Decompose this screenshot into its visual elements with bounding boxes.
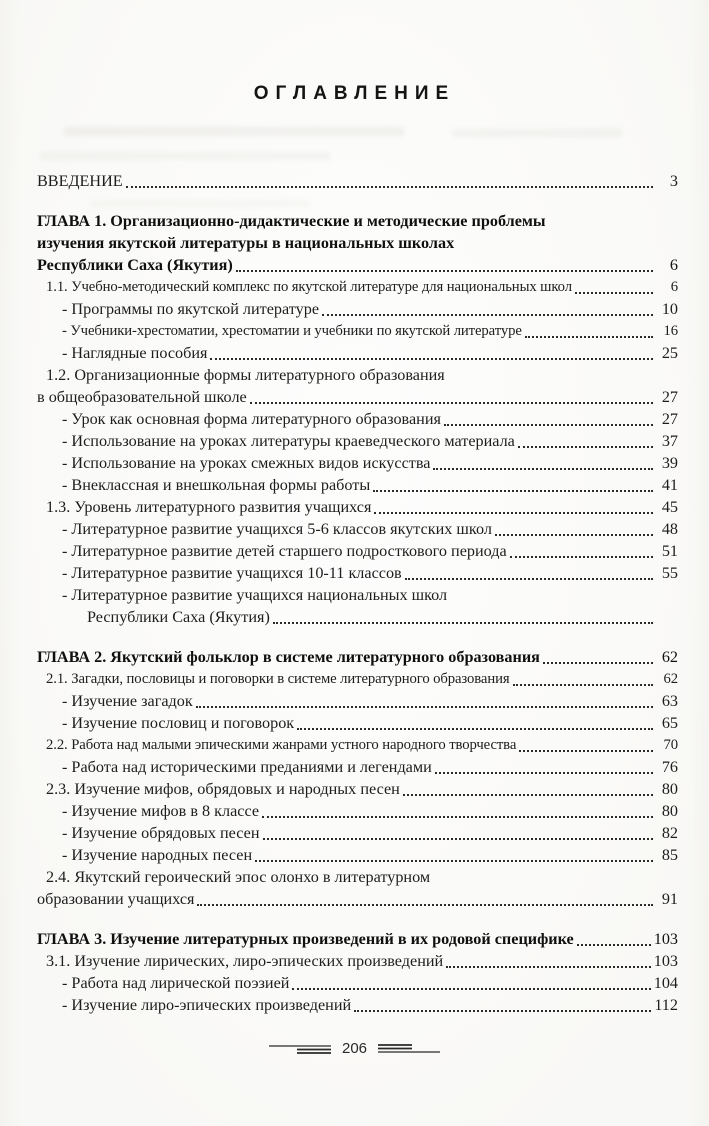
dotted-leader xyxy=(292,987,650,990)
toc-entry-page: 6 xyxy=(669,256,678,274)
toc-entry xyxy=(37,320,678,342)
toc-entry-label: ГЛАВА 2. Якутский фольклор в системе литературного образования xyxy=(37,648,540,666)
toc-entry-label: - Изучение лиро-эпических произведений xyxy=(62,996,352,1014)
toc-entry xyxy=(37,254,678,276)
table-of-contents xyxy=(37,170,678,1016)
toc-entry xyxy=(37,452,678,474)
toc-entry-page: 37 xyxy=(661,432,678,450)
toc-entry xyxy=(37,276,678,298)
toc-entry xyxy=(37,994,678,1016)
dotted-leader xyxy=(495,533,653,536)
toc-entry-label: - Использование на уроках смежных видов искусства xyxy=(62,454,431,472)
scan-artifact xyxy=(40,152,330,160)
toc-entry xyxy=(37,584,678,606)
toc-entry-label: 2.2. Работа над малыми эпическими жанрами устного народного творчества xyxy=(46,737,517,753)
toc-entry-page: 62 xyxy=(663,671,678,687)
scan-artifact xyxy=(64,127,404,136)
dotted-leader xyxy=(262,815,653,818)
toc-entry xyxy=(37,712,678,734)
toc-entry xyxy=(37,170,678,192)
toc-entry-page: 70 xyxy=(663,737,678,753)
toc-entry-label: - Работа над историческими преданиями и легендами xyxy=(62,758,432,776)
toc-entry-label: 2.1. Загадки, пословицы и поговорки в системе литературного образования xyxy=(46,671,510,687)
toc-entry-page: 48 xyxy=(661,520,678,538)
toc-entry-page: 51 xyxy=(661,542,678,560)
toc-entry-page: 25 xyxy=(661,344,678,362)
toc-entry xyxy=(37,668,678,690)
toc-entry-page: 63 xyxy=(661,692,678,710)
toc-entry-label: - Работа над лирической поэзией xyxy=(62,974,290,992)
toc-entry-label: - Изучение народных песен xyxy=(62,846,253,864)
toc-entry xyxy=(37,928,678,950)
dotted-leader xyxy=(126,185,653,188)
toc-entry-label: - Изучение пословиц и поговорок xyxy=(62,714,295,732)
dotted-leader xyxy=(297,727,653,730)
dotted-leader xyxy=(435,771,653,774)
toc-entry-page: 76 xyxy=(661,758,678,776)
toc-entry-label: образовании учащихся xyxy=(37,890,195,908)
toc-entry-label: 1.2. Организационные формы литературного образования xyxy=(46,366,445,384)
toc-entry-label: - Литературное развитие учащихся 5-6 классов якутских школ xyxy=(62,520,492,538)
toc-entry-page: 27 xyxy=(661,410,678,428)
toc-entry-label: - Изучение мифов в 8 классе xyxy=(62,802,260,820)
toc-entry xyxy=(37,364,678,386)
dotted-leader xyxy=(543,661,653,664)
toc-entry xyxy=(37,298,678,320)
toc-entry-label: - Использование на уроках литературы краеведческого материала xyxy=(62,432,515,450)
toc-entry-page: 91 xyxy=(661,890,678,908)
toc-entry-label: 2.4. Якутский героический эпос олонхо в литературном xyxy=(46,868,431,886)
dotted-leader xyxy=(513,683,653,686)
toc-entry xyxy=(37,606,678,628)
toc-entry-page: 104 xyxy=(653,974,678,992)
toc-entry xyxy=(37,756,678,778)
toc-entry-page: 6 xyxy=(670,279,678,295)
dotted-leader xyxy=(354,1009,651,1012)
toc-entry xyxy=(37,518,678,540)
dotted-leader xyxy=(273,621,653,624)
toc-entry-page: 82 xyxy=(661,824,678,842)
toc-entry xyxy=(37,822,678,844)
toc-entry-page: 112 xyxy=(654,996,678,1014)
dotted-leader xyxy=(196,705,653,708)
toc-entry-page: 10 xyxy=(661,300,678,318)
toc-entry-label: 1.1. Учебно-методический комплекс по якутской литературе для национальных школ xyxy=(46,279,572,295)
toc-entry-page: 41 xyxy=(661,476,678,494)
toc-entry-label: изучения якутской литературы в национальных школах xyxy=(37,234,455,252)
toc-entry-page: 16 xyxy=(663,323,678,339)
dotted-leader xyxy=(446,965,651,968)
toc-entry xyxy=(37,866,678,888)
toc-entry xyxy=(37,778,678,800)
toc-entry-label: - Урок как основная форма литературного образования xyxy=(62,410,441,428)
toc-entry-label: - Программы по якутской литературе xyxy=(62,300,320,318)
toc-entry xyxy=(37,690,678,712)
toc-entry-label: в общеобразовательной школе xyxy=(37,388,247,406)
scan-artifact xyxy=(452,129,622,137)
toc-entry-label: - Изучение обрядовых песен xyxy=(62,824,260,842)
toc-entry-label: ГЛАВА 1. Организационно-дидактические и методические проблемы xyxy=(37,212,546,230)
toc-entry xyxy=(37,734,678,756)
footer-ornament-right-icon xyxy=(376,1041,440,1057)
toc-entry-label: Республики Саха (Якутия) xyxy=(87,608,270,626)
toc-entry-page: 27 xyxy=(661,388,678,406)
dotted-leader xyxy=(374,511,653,514)
page-title: ОГЛАВЛЕНИЕ xyxy=(253,83,456,104)
toc-entry-label: - Литературное развитие учащихся национальных школ xyxy=(62,586,448,604)
toc-entry-page: 55 xyxy=(661,564,678,582)
toc-entry xyxy=(37,232,678,254)
footer-ornament-left-icon xyxy=(269,1041,333,1057)
dotted-leader xyxy=(236,269,653,272)
toc-entry xyxy=(37,430,678,452)
toc-entry-page: 62 xyxy=(661,648,678,666)
page-footer xyxy=(0,1040,709,1057)
toc-entry xyxy=(37,210,678,232)
dotted-leader xyxy=(322,313,653,316)
dotted-leader xyxy=(373,489,653,492)
dotted-leader xyxy=(197,903,653,906)
toc-entry xyxy=(37,342,678,364)
toc-entry xyxy=(37,800,678,822)
dotted-leader xyxy=(525,335,653,338)
toc-entry-label: 2.3. Изучение мифов, обрядовых и народных песен xyxy=(46,780,400,798)
toc-entry xyxy=(37,646,678,668)
dotted-leader xyxy=(250,401,653,404)
dotted-leader xyxy=(433,467,653,470)
toc-entry-page: 80 xyxy=(661,802,678,820)
dotted-leader xyxy=(519,749,653,752)
toc-entry-page: 45 xyxy=(661,498,678,516)
toc-entry xyxy=(37,972,678,994)
dotted-leader xyxy=(263,837,654,840)
toc-entry-page: 103 xyxy=(653,952,678,970)
toc-entry xyxy=(37,540,678,562)
toc-entry xyxy=(37,386,678,408)
toc-entry-label: ВВЕДЕНИЕ xyxy=(37,172,123,190)
toc-entry-page: 85 xyxy=(661,846,678,864)
toc-entry xyxy=(37,844,678,866)
toc-entry xyxy=(37,888,678,910)
toc-entry-label: - Учебники-хрестоматии, хрестоматии и учебники по якутской литературе xyxy=(62,323,522,339)
footer-page-number: 206 xyxy=(341,1040,368,1057)
toc-entry-page: 39 xyxy=(661,454,678,472)
toc-entry-label: - Внеклассная и внешкольная формы работы xyxy=(62,476,371,494)
toc-entry xyxy=(37,950,678,972)
toc-entry xyxy=(37,408,678,430)
toc-entry-page: 80 xyxy=(661,780,678,798)
dotted-leader xyxy=(575,291,653,294)
dotted-leader xyxy=(255,859,653,862)
dotted-leader xyxy=(577,943,651,946)
toc-entry xyxy=(37,496,678,518)
dotted-leader xyxy=(444,423,653,426)
dotted-leader xyxy=(405,577,653,580)
dotted-leader xyxy=(518,445,653,448)
toc-entry-label: - Изучение загадок xyxy=(62,692,193,710)
toc-entry-label: 3.1. Изучение лирических, лиро-эпических произведений xyxy=(46,952,444,970)
toc-entry-label: - Литературное развитие детей старшего подросткового периода xyxy=(62,542,507,560)
dotted-leader xyxy=(210,357,653,360)
toc-entry-label: - Наглядные пособия xyxy=(62,344,208,362)
toc-entry xyxy=(37,474,678,496)
toc-entry-page: 65 xyxy=(661,714,678,732)
dotted-leader xyxy=(403,793,653,796)
toc-entry-page: 103 xyxy=(653,930,678,948)
toc-entry-label: Республики Саха (Якутия) xyxy=(37,256,233,274)
toc-entry xyxy=(37,562,678,584)
toc-entry-label: - Литературное развитие учащихся 10-11 классов xyxy=(62,564,402,582)
dotted-leader xyxy=(510,555,653,558)
toc-entry-page: 3 xyxy=(669,172,678,190)
toc-entry-label: 1.3. Уровень литературного развития учащихся xyxy=(46,498,372,516)
toc-entry-label: ГЛАВА 3. Изучение литературных произведений в их родовой специфике xyxy=(37,930,574,948)
